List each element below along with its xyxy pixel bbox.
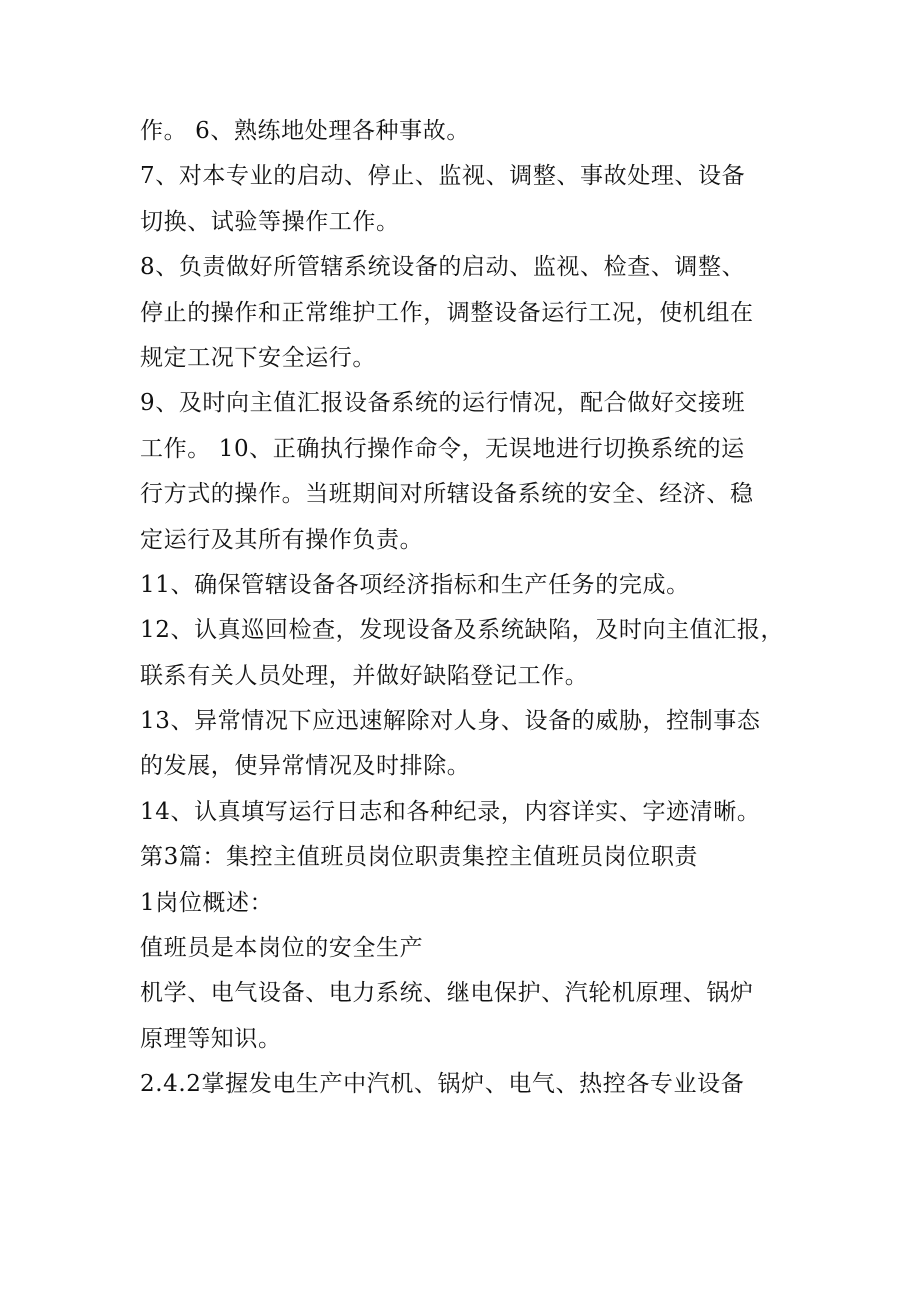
text-line: 作。 6、熟练地处理各种事故。: [140, 118, 470, 144]
text-line: 规定工况下安全运行。: [140, 344, 376, 371]
text-line: 13、异常情况下应迅速解除对人身、设备的威胁，控制事态: [140, 708, 761, 735]
text-line: 7、对本专业的启动、停止、监视、调整、事故处理、设备: [140, 163, 746, 190]
text-line: 机学、电气设备、电力系统、继电保护、汽轮机原理、锅炉: [140, 980, 754, 1007]
text-line: 11、确保管辖设备各项经济指标和生产任务的完成。: [140, 571, 690, 598]
text-line: 14、认真填写运行日志和各种纪录，内容详实、字迹清晰。: [140, 798, 761, 825]
text-line: 联系有关人员处理，并做好缺陷登记工作。: [140, 662, 589, 689]
text-line: 工作。 10、正确执行操作命令，无误地进行切换系统的运: [140, 435, 745, 462]
text-line: 行方式的操作。当班期间对所辖设备系统的安全、经济、稳: [140, 481, 754, 508]
text-line: 定运行及其所有操作负责。: [140, 526, 424, 553]
text-line: 2.4.2掌握发电生产中汽机、锅炉、电气、热控各专业设备: [140, 1071, 745, 1098]
text-line: 1岗位概述：: [140, 889, 274, 916]
document-body: [140, 109, 800, 1108]
text-line: 值班员是本岗位的安全生产: [140, 935, 424, 962]
text-line: 原理等知识。: [140, 1025, 282, 1052]
text-line: 12、认真巡回检查，发现设备及系统缺陷，及时向主值汇报，: [140, 617, 785, 644]
text-line: 停止的操作和正常维护工作，调整设备运行工况，使机组在: [140, 299, 754, 326]
text-line: 切换、试验等操作工作。: [140, 208, 400, 235]
text-line: 9、及时向主值汇报设备系统的运行情况，配合做好交接班: [140, 390, 746, 417]
text-line: 8、负责做好所管辖系统设备的启动、监视、检查、调整、: [140, 254, 746, 281]
section-heading: 第3篇：集控主值班员岗位职责集控主值班员岗位职责: [140, 844, 699, 871]
text-line: 的发展，使异常情况及时排除。: [140, 753, 471, 780]
